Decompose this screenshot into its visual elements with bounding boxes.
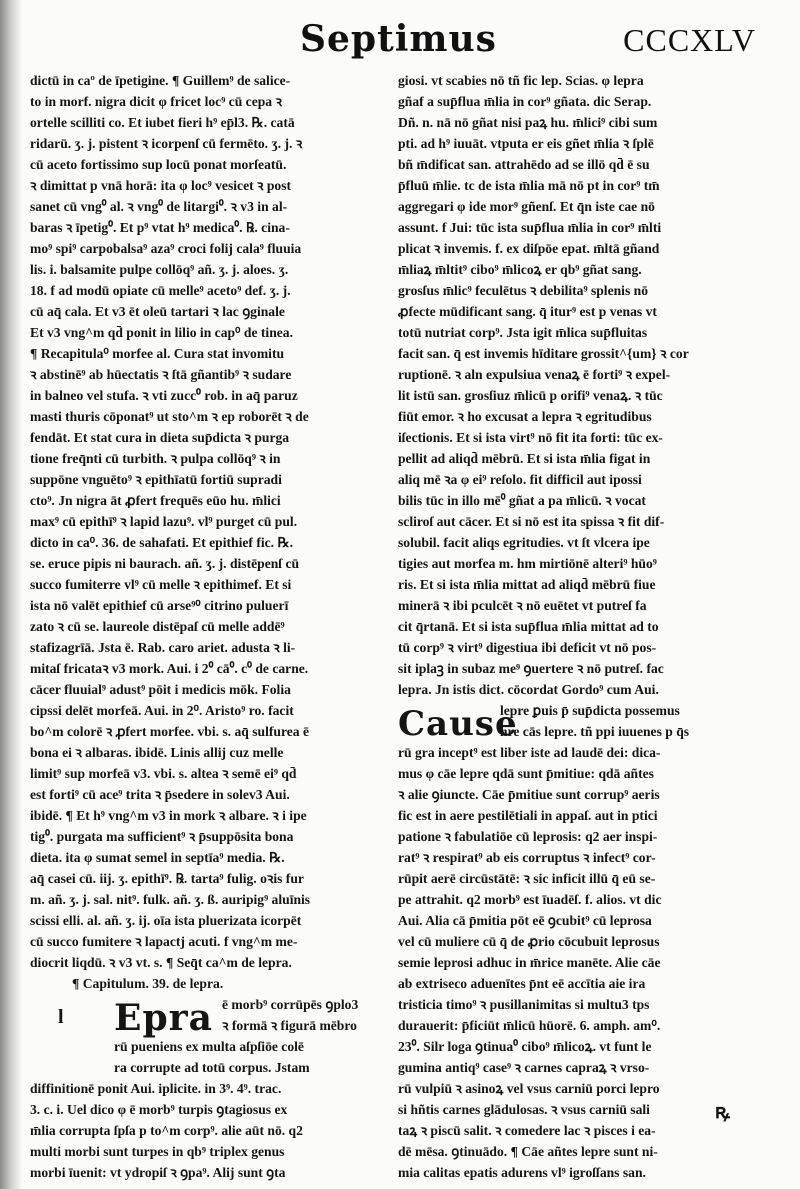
text-line: cū succo fumitere ꝛ lapactj acuti. f vng^m me- (30, 934, 298, 949)
text-line: m̄liaꝝ m̄ltit⁹ cibo⁹ m̄licoꝝ er qb⁹ gñat sang. (398, 262, 642, 277)
text-line: grosſus m̄lic⁹ feculētus ꝛ debilita⁹ splenis nō (398, 283, 648, 298)
text-line: cipssi delēt morfeā. Aui. in 2⁰. Aristo⁹ ro. facit (30, 703, 294, 718)
text-line: ꝛ dimittat p vnā horā: ita φ loc⁹ vesicet ꝛ post (30, 178, 292, 193)
drop-word-epra: Epra (114, 997, 213, 1039)
text-line: semie leprosi adhuc in m̄rice manēte. Alie cāe (398, 955, 661, 970)
text-line: dicto in ca⁰. 36. de sahafati. Et epithief fic. ℞. (30, 535, 294, 550)
text-line: ꝛ alie ꝯiuncte. Cāe p̄mitiue sunt corrup⁹ aeris (398, 787, 660, 802)
text-line: minerā ꝛ ibi pculcēt ꝛ nō euētet vt putreſ fa (398, 598, 647, 613)
text-line: durauerit: p̄ficiūt m̄licū hūorē. 6. amph. am⁰. (398, 1018, 661, 1033)
text-line: bilis tūc in illo mē⁰ gñat a pa m̄licū. ꝛ vocat (398, 493, 646, 508)
text-line: stafizagrīā. Jsta ē. Rab. caro ariet. adusta ꝛ li- (30, 640, 296, 655)
text-line: p̄fluū m̄lie. tc de ista m̄lia mā nō pt in cor⁹ tm̄ (398, 178, 660, 193)
section-opening (398, 700, 760, 763)
text-line: est forti⁹ cū ace⁹ trita ꝛ p̄sedere in solev3 Aui. (30, 787, 290, 802)
text-line: cto⁹. Jn nigra āt ꝓfert frequēs eūo hu. m̄lici (30, 493, 281, 508)
text-line: tristicia timo⁹ ꝛ pusillanimitas si multu3 tps (398, 997, 650, 1012)
running-title: Septimus (300, 18, 497, 60)
opening-line: rū gra incept⁹ est liber iste ad laudē dei: dica- (398, 745, 661, 760)
text-line: lepra. Jn istis dict. cōcordat Gordo⁹ cum Aui. (398, 682, 659, 697)
text-line: se. eruce pipis ni baurach. añ. ʒ. j. distēpenſ cū (30, 556, 300, 571)
text-line: facit san. q̄ est invemis hīditare grossit^{um} ꝛ cor (398, 346, 689, 361)
text-line: 3. c. i. Uel dico φ ē morb⁹ turpis ꝯtagiosus ex (30, 1102, 288, 1117)
opening-line: ē morb⁹ corrūpēs ꝯplo3 (222, 997, 359, 1012)
text-line: lis. i. balsamite pulpe collōq⁹ añ. ʒ. j. aloes. ʒ. (30, 262, 289, 277)
chapter-opening (30, 994, 392, 1078)
text-line: ibidē. ¶ Et h⁹ vng^m v3 in mork ꝛ albare. ꝛ i ipe (30, 808, 307, 823)
text-line: patione ꝛ fabulatiōe cū leprosis: q2 aer inspi- (398, 829, 658, 844)
text-line: zato ꝛ cū se. laureole distēpaſ cū melle addē⁹ (30, 619, 285, 634)
text-line: solubil. facit aliqs egritudies. vt ſt vlcera ipe (398, 535, 650, 550)
text-line: in balneo vel stufa. ꝛ vti zucc⁰ rob. in aq̄ paruz (30, 388, 298, 403)
text-line: succo fumiterre vl⁹ cū melle ꝛ epithimef. Et si (30, 577, 292, 592)
text-line: bo^m colorē ꝛ ꝓfert morfee. vbi. s. aq̄ sulfurea ē (30, 724, 309, 739)
folio-number: CCCXLV (623, 22, 756, 58)
text-line: ꝛ abstinē⁹ ab hūectatis ꝛ ſtā gñantib⁹ ꝛ sudare (30, 367, 292, 382)
text-line: mitaſ fricataꝛ v3 mork. Aui. i 2⁰ cā⁰. c⁰ de carne. (30, 661, 309, 676)
text-line: Dñ. n. nā nō gñat nisi paꝝ hu. m̄lici⁹ cibi sum (398, 115, 658, 130)
opening-line: ꝛ formā ꝛ figurā mēbro (222, 1018, 357, 1033)
text-line: vel cū muliere cū q̄ de ꝓrio cōcubuit leprosus (398, 934, 660, 949)
text-line: taꝝ ꝛ piscū salit. ꝛ comedere lac ꝛ pisces i ea- (398, 1123, 656, 1138)
margin-guide-letter: l (58, 1006, 64, 1028)
text-line: sanet cū vng⁰ al. ꝛ vng⁰ de litargi⁰. ꝛ v3 in al- (30, 199, 288, 214)
chapter-heading: ¶ Capitulum. 39. de lepra. (72, 976, 224, 991)
text-line: ridarū. ʒ. j. pistent ꝛ icorpenſ cū fermēto. ʒ. j. ꝛ (30, 136, 303, 151)
text-line: rū vulpiū ꝛ asinoꝝ vel vsus carniū porci lepro (398, 1081, 660, 1096)
text-line: aggregari φ ide mor⁹ gñenſ. Et q̄n iste cae nō (398, 199, 655, 214)
text-line: tigies aut morfea m. hm mirtiōnē alteri⁹ hūo⁹ (398, 556, 657, 571)
left-column-tail (30, 1078, 392, 1183)
text-line: assunt. f Jui: tūc ista sup̄flua m̄lia in cor⁹ m̄lti (398, 220, 662, 235)
text-line: lit istū san. grosſiuz m̄licū p orifi⁹ venaꝝ. ꝛ tūc (398, 388, 663, 403)
text-line: diocrit liqdū. ꝛ v3 vt. s. ¶ Seq̄t ca^m de lepra. (30, 955, 292, 970)
opening-line: hre cās lepre. tñ ppi iuuenes p q̄s (500, 724, 690, 739)
text-line: mia calitas epatis adurens vl⁹ igroſſans san. (398, 1165, 646, 1180)
text-line: m. añ. ʒ. j. sal. nit⁹. fulk. añ. ʒ. ß. auripig⁹ aluīnis (30, 892, 311, 907)
text-line: to in morf. nigra dicit φ fricet loc⁹ cū cepa ꝛ (30, 94, 282, 109)
text-line: max⁹ cū epithī⁹ ꝛ lapid lazu⁹. vl⁹ purget cū pul. (30, 514, 298, 529)
text-line: masti thuris cōponat⁹ ut sto^m ꝛ ep roborēt ꝛ de (30, 409, 309, 424)
text-line: baras ꝛ īpetig⁰. Et p⁹ vtat h⁹ medica⁰. ℞. cina- (30, 220, 290, 235)
opening-line: rū pueniens ex multa aſpſiōe colē (114, 1039, 304, 1054)
text-line: Aui. Alia cā p̄mitia pōt eē ꝯcubit⁹ cū leprosa (398, 913, 652, 928)
text-line: gñaf a sup̄flua m̄lia in cor⁹ gñata. dic Serap. (398, 94, 652, 109)
left-column-body (30, 70, 392, 973)
text-line: limit⁹ sup morfeā v3. vbi. s. altea ꝛ semē ei⁹ qd̄ (30, 766, 297, 781)
text-line: plicat ꝛ invemis. f. ex diſpōe epat. m̄ltā gñand (398, 241, 660, 256)
opening-line: ra corrupte ad totū corpus. Jstam (114, 1060, 310, 1075)
text-line: fiūt emor. ꝛ ho excusat a lepra ꝛ egritudibus (398, 409, 652, 424)
text-line: cū aq̄ cala. Et v3 ēt oleū tartari ꝛ lac ꝯginale (30, 304, 285, 319)
text-line: m̄lia corrupta ſpſa p to^m corp⁹. alie aūt nō. q2 (30, 1123, 303, 1138)
text-line: ꝓfecte mūdificant sang. q̄ itur⁹ est p venas vt (398, 304, 657, 319)
text-line: sit iplaꝫ in subaz me⁹ ꝯuertere ꝛ nō putreſ. fac (398, 661, 664, 676)
text-line: mus φ cāe lepre qdā sunt p̄mitiue: qdā añtes (398, 766, 654, 781)
text-line: bona ei ꝛ albaras. ibidē. Linis allij cuz melle (30, 745, 284, 760)
text-line: pellit ad aliqd̄ mēbrū. Et si ista m̄lia figat in (398, 451, 651, 466)
text-line: gumina antiq⁹ case⁹ ꝛ carnes capraꝝ ꝛ vrso- (398, 1060, 650, 1075)
text-line: multi morbi sunt turpes in qb⁹ triplex genus (30, 1144, 285, 1159)
text-line: ruptionē. ꝛ aln expulsiua venaꝝ ē forti⁹ ꝛ expel- (398, 367, 671, 382)
text-line: totū nutriat corp⁹. Jsta igit m̄lica sup̄fluitas (398, 325, 648, 340)
text-line: dē mēsa. ꝯtinuādo. ¶ Cāe añtes lepre sunt ni- (398, 1144, 658, 1159)
text-line: ¶ Recapitula⁰ morfee al. Cura stat invomitu (30, 346, 285, 361)
text-line: cit q̄rtanā. Et si ista sup̄flua m̄lia mittat ad to (398, 619, 659, 634)
text-line: si hñtis carnes glādulosas. ꝛ vsus carniū sali (398, 1102, 650, 1117)
right-text-column (398, 70, 760, 1183)
binding-shadow (0, 0, 22, 1189)
text-line: cācer fluuial⁹ adust⁹ pōit i medicis mōk. Folia (30, 682, 291, 697)
text-line: tig⁰. purgata ma sufficient⁹ ꝛ p̄suppōsita bona (30, 829, 294, 844)
text-line: cū aceto fortissimo sup locū ponat morſeatū. (30, 157, 287, 172)
text-line: fendāt. Et stat cura in dieta sup̄dicta ꝛ purga (30, 430, 290, 445)
text-line: Et v3 vng^m qd̄ ponit in lilio in cap⁰ de tinea. (30, 325, 293, 340)
text-line: dieta. ita φ sumat semel in septīa⁹ media. ℞. (30, 850, 285, 865)
text-line: aq̄ casei cū. iij. ʒ. epithī⁹. ℞. tarta⁹ fulig. oꝛis fur (30, 871, 304, 886)
text-line: tione freq̄nti cū turbith. ꝛ pulpa collōq⁹ ꝛ in (30, 451, 281, 466)
text-line: dictū in caº de īpetigine. ¶ Guillem⁹ de salice- (30, 73, 291, 88)
text-line: diffinitionē ponit Aui. iplicite. in 3⁹. 4⁹. trac. (30, 1081, 282, 1096)
text-line: rūpit aerē circūstātē: ꝛ sic inficit illū q̄ eū se- (398, 871, 656, 886)
opening-line: lepre ꝑuis p̄ sup̄dicta possemus (500, 703, 680, 718)
text-line: ris. Et si ista m̄lia mittat ad aliqd̄ mēbrū fiue (398, 577, 656, 592)
drop-word-cause: Cause (398, 704, 518, 744)
text-line: rat⁹ ꝛ respirat⁹ ab eis corruptus ꝛ infect⁹ cor- (398, 850, 656, 865)
text-line: mo⁹ spi⁹ carpobalsa⁹ aza⁹ croci folij cala⁹ fluuia (30, 241, 302, 256)
text-line: pti. ad h⁹ iuuāt. vtputa er eis gñet m̄lia ꝛ ſplē (398, 136, 654, 151)
text-line: ista nō valēt epithief cū arse⁹⁰ citrino puluerī (30, 598, 289, 613)
text-line: scliroſ aut cācer. Et si nō est ita spissa ꝛ fit dif- (398, 514, 665, 529)
text-line: fic est in aere pestilētiali in appaſ. aut in ptici (398, 808, 658, 823)
right-column-body (398, 70, 760, 700)
text-line: ortelle scilliti co. Et iubet fieri h⁹ ep̄l3. ℞. catā (30, 115, 295, 130)
left-text-column (30, 70, 392, 1183)
text-line: morbi īuenit: vt ydropiſ ꝛ ꝯpa⁹. Alij sunt ꝯta (30, 1165, 286, 1180)
text-line: ab extriseco aduenītes p̄nt eē accītia aie ira (398, 976, 646, 991)
catchword-mark: ꝶ (714, 1101, 730, 1123)
text-line: iſectionis. Et si ista virt⁹ nō fit ita forti: tūc ex- (398, 430, 663, 445)
text-line: bñ m̄dificat san. attrahēdo ad se illō qd̄ ē su (398, 157, 650, 172)
text-line: 18. f ad modū opiate cū melle⁹ aceto⁹ def. ʒ. j. (30, 283, 291, 298)
text-line: giosi. vt scabies nō tñ fic lep. Scias. φ lepra (398, 73, 644, 88)
text-line: pe attrahit. q2 morb⁹ est īuadēſ. f. alios. vt dic (398, 892, 662, 907)
text-line: 23⁰. Silr loga ꝯtinua⁰ cibo⁹ m̄licoꝝ. vt funt le (398, 1039, 652, 1054)
text-line: suppōne vnguēto⁹ ꝛ epithīatū fortiū supradi (30, 472, 282, 487)
text-line: aliq mē ꝛa φ ei⁹ reſolo. fit difficil aut ipossi (398, 472, 642, 487)
text-line: tū corp⁹ ꝛ virt⁹ digestiua ibi deficit vt nō pos- (398, 640, 657, 655)
text-line: scissi elli. al. añ. ʒ. ij. oīa ista pluerizata icorpēt (30, 913, 302, 928)
